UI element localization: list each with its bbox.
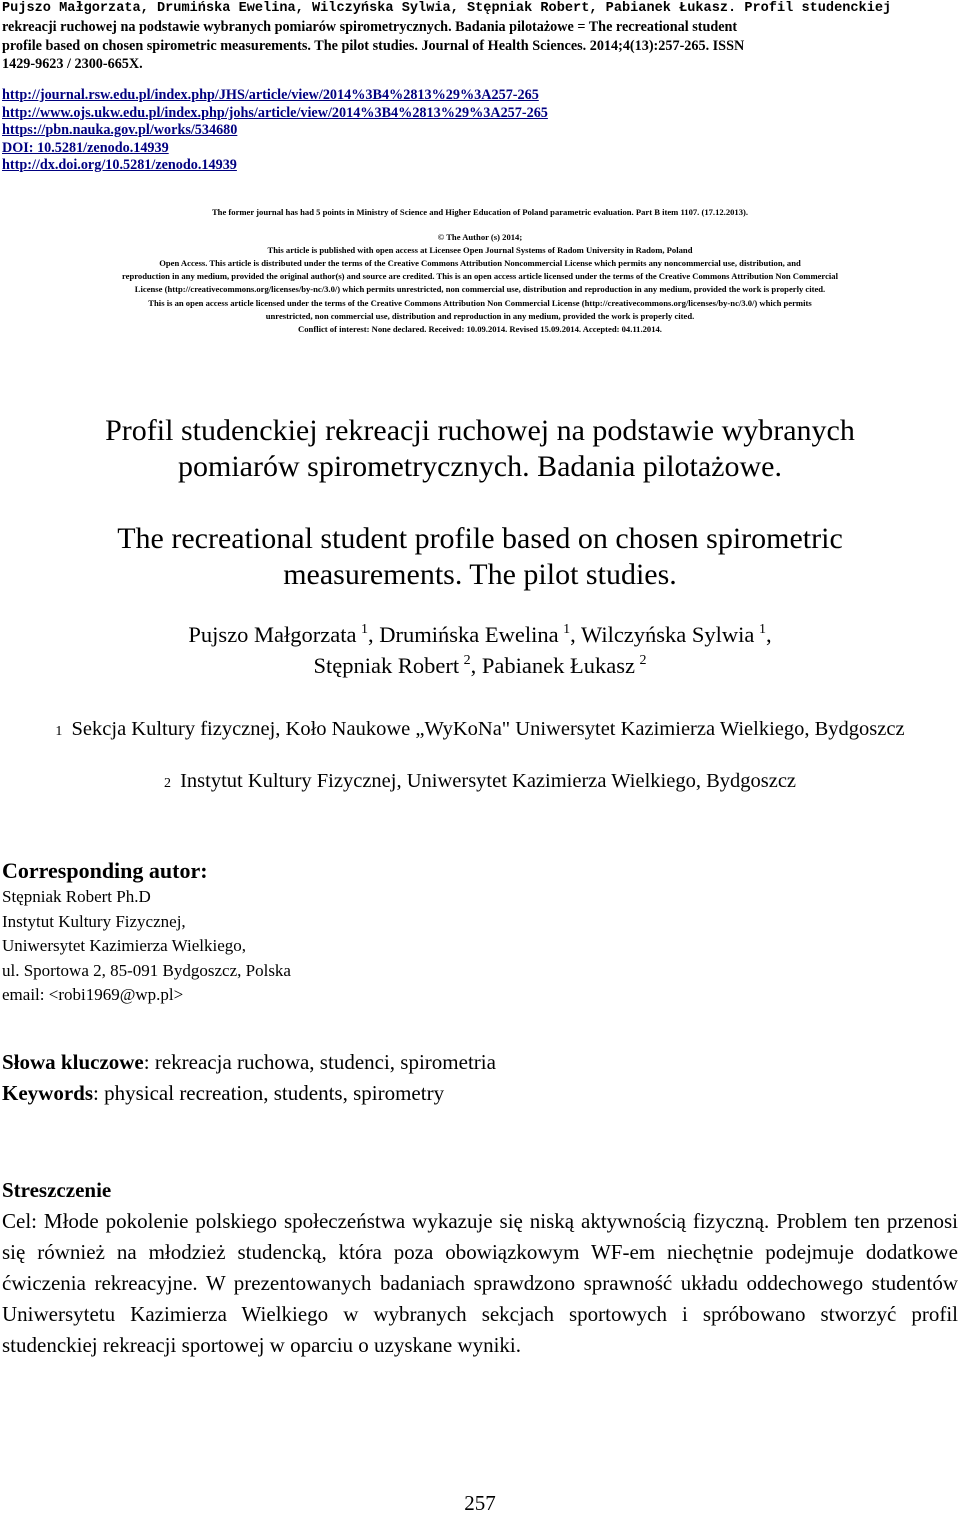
title-line: measurements. The pilot studies. (283, 558, 677, 591)
citation-line: rekreacji ruchowej na podstawie wybranych pomiarów spirometrycznych. Badania pilotażowe = The recreational student (2, 19, 738, 36)
license-line: reproduction in any medium, provided the original author(s) and source are credited. This is an open access article licensed under the terms of the Creative Commons Attribution Non Commercial (122, 271, 838, 282)
corresponding-email: email: <robi1969@wp.pl> (2, 985, 184, 1004)
title-english (20, 521, 940, 593)
ojs-link[interactable]: http://www.ojs.ukw.edu.pl/index.php/johs/article/view/2014%3B4%2813%29%3A257-265 (2, 104, 548, 121)
author-name: Wilczyńska Sylwia (580, 622, 755, 647)
author-affil-mark: 1 (563, 622, 571, 637)
citation-line: 1429-9623 / 2300-665X. (2, 55, 143, 72)
license-line: License (http://creativecommons.org/licenses/by-nc/3.0/) which permits unrestricted, non commercial use, distribution and reproduction in any medium, provided the work is properly cited. (134, 284, 826, 295)
author-name: Stępniak Robert (313, 653, 460, 678)
affiliation-1 (30, 716, 930, 745)
pbn-link[interactable]: https://pbn.nauka.gov.pl/works/534680 (2, 122, 238, 139)
page-number: 257 (464, 1491, 496, 1515)
license-line: This article is published with open access at Licensee Open Journal Systems of Radom University in Radom, Poland (267, 245, 693, 256)
title-line: pomiarów spirometrycznych. Badania pilotażowe. (178, 450, 782, 483)
keywords-text: : physical recreation, students, spirometry (93, 1081, 445, 1105)
corresponding-university: Uniwersytet Kazimierza Wielkiego, (2, 936, 246, 955)
corresponding-address: ul. Sportowa 2, 85-091 Bydgoszcz, Polska (2, 960, 291, 980)
keywords-polish (2, 1047, 496, 1078)
copyright-line: © The Author (s) 2014; (437, 232, 523, 243)
author-list: Pujszo Małgorzata $^1$, Drumińska Ewelina $^1$, Wilczyńska Sylwia $^1$, Stępniak Robert $^2$, Pabianek Łukasz $^2$ (188, 622, 772, 678)
corresponding-name: Stępniak Robert Ph.D (2, 887, 151, 906)
affiliation-mark: 1 (55, 724, 63, 739)
citation-block (2, 0, 958, 73)
author-name: Drumińska Ewelina (379, 622, 559, 647)
abstract-text: Cel: Młode pokolenie polskiego społeczeństwa wykazuje się niską aktywnością fizyczną. Problem ten przenosi się również na młodzież studencką, która poza obowiązkowym WF-em niechętnie podejmuje dodatkowe ćwiczenia rekreacyjne. W prezentowanych badaniach sprawdzono sprawność układu oddechowego studentów Uniwersytetu Kazimierza Wielkiego w wybranych sekcjach sportowych i spróbowano stworzyć profil studenckiej rekreacji sportowej w oparciu o uzyskane wyniki. (2, 1209, 958, 1357)
citation-links (2, 87, 548, 175)
author-affil-mark: 1 (361, 622, 369, 637)
keywords-text: : rekreacja ruchowa, studenci, spirometria (143, 1050, 496, 1074)
title-polish (20, 413, 940, 485)
keywords-english (2, 1078, 496, 1109)
license-line: Open Access. This article is distributed under the terms of the Creative Commons Attribution Noncommercial License which permits any noncommercial use, distribution, and (159, 258, 801, 269)
author-name: Pujszo Małgorzata (188, 622, 357, 647)
doi-url-link[interactable]: http://dx.doi.org/10.5281/zenodo.14939 (2, 157, 237, 174)
author-affil-mark: 2 (463, 653, 471, 668)
doi-link[interactable]: DOI: 10.5281/zenodo.14939 (2, 139, 169, 156)
affiliation-text: Sekcja Kultury fizycznej, Koło Naukowe „WyKoNa" Uniwersytet Kazimierza Wielkiego, Bydgoszcz (71, 718, 905, 740)
author-affil-mark: 1 (758, 622, 766, 637)
corresponding-heading: Corresponding autor: (2, 858, 208, 883)
corresponding-author-block (2, 857, 291, 1008)
corresponding-institute: Instytut Kultury Fizycznej, (2, 911, 186, 931)
conflict-line: Conflict of interest: None declared. Received: 10.09.2014. Revised 15.09.2014. Accepted: 04.11.2014. (298, 323, 662, 334)
license-line: unrestricted, non commercial use, distribution and reproduction in any medium, provided the work is properly cited. (265, 310, 695, 321)
license-line: This is an open access article licensed under the terms of the Creative Commons Attribution Non Commercial License (http://creativecommons.org/licenses/by-nc/3.0/) which permits (148, 297, 812, 308)
abstract-heading: Streszczenie (2, 1178, 112, 1202)
keywords-label: Keywords (2, 1081, 93, 1105)
citation-line: profile based on chosen spirometric measurements. The pilot studies. Journal of Health Sciences. 2014;4(13):257-265. ISSN (2, 37, 745, 54)
abstract-block (2, 1175, 958, 1361)
title-line: The recreational student profile based on chosen spirometric (117, 522, 843, 555)
citation-line: Pujszo Małgorzata, Drumińska Ewelina, Wilczyńska Sylwia, Stępniak Robert, Pabianek Łukasz. Profil studenckiej (2, 1, 892, 16)
journal-link[interactable]: http://journal.rsw.edu.pl/index.php/JHS/article/view/2014%3B4%2813%29%3A257-265 (2, 87, 539, 103)
affiliation-text: Instytut Kultury Fizycznej, Uniwersytet Kazimierza Wielkiego, Bydgoszcz (180, 770, 797, 792)
keywords-block (2, 1047, 496, 1109)
author-affil-mark: 2 (639, 653, 647, 668)
affiliation-mark: 2 (163, 776, 171, 791)
title-line: Profil studenckiej rekreacji ruchowej na podstawie wybranych (105, 414, 855, 447)
license-notice (0, 206, 960, 336)
keywords-label: Słowa kluczowe (2, 1050, 144, 1074)
author-name: Pabianek Łukasz (481, 653, 635, 678)
evaluation-note: The former journal has had 5 points in Ministry of Science and Higher Education of Poland parametric evaluation. Part B item 1107. (17.12.2013). (211, 207, 749, 217)
affiliation-2 (30, 768, 930, 797)
